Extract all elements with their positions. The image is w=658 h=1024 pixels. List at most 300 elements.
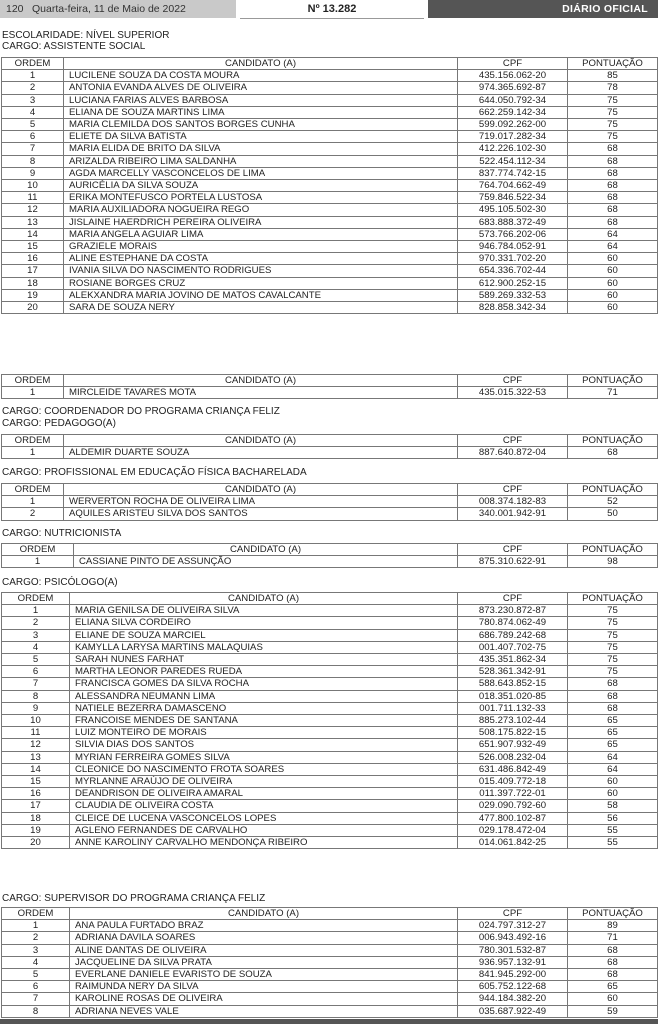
column-header-candidato: CANDIDATO (A) [64,58,458,70]
column-header-ordem: ORDEM [2,435,64,447]
table-row [2,253,658,265]
column-header-pontuacao: PONTUAÇÃO [568,375,658,387]
pontuacao-cell: 64 [568,763,658,775]
cpf-cell: 573.766.202-06 [458,228,568,240]
column-header-ordem: ORDEM [2,593,70,605]
column-header-pontuacao: PONTUAÇÃO [568,908,658,920]
results-table [1,907,658,1018]
candidato-cell: MARIA GENILSA DE OLIVEIRA SILVA [70,605,458,617]
candidato-cell: MIRCLEIDE TAVARES MOTA [64,387,458,399]
pontuacao-cell: 98 [568,556,658,568]
candidato-cell: ELIANA SILVA CORDEIRO [70,617,458,629]
pontuacao-cell: 59 [568,1005,658,1017]
table-row [2,302,658,314]
cpf-cell: 522.454.112-34 [458,155,568,167]
candidato-cell: CASSIANE PINTO DE ASSUNÇÃO [74,556,458,568]
table-row [2,776,658,788]
column-header-pontuacao: PONTUAÇÃO [568,593,658,605]
table-row [2,387,658,399]
ordem-cell: 6 [2,666,70,678]
ordem-cell: 14 [2,763,70,775]
pontuacao-cell: 68 [568,155,658,167]
cpf-cell: 477.800.102-87 [458,812,568,824]
ordem-cell: 13 [2,751,70,763]
table-row [2,617,658,629]
pontuacao-cell: 60 [568,289,658,301]
cpf-cell: 780.301.532-87 [458,944,568,956]
column-header-candidato: CANDIDATO (A) [74,544,458,556]
results-table [1,483,658,521]
cpf-cell: 946.784.052-91 [458,241,568,253]
cargo-title: CARGO: PEDAGOGO(A) [2,418,116,429]
ordem-cell: 7 [2,143,64,155]
column-header-cpf: CPF [458,484,568,496]
pontuacao-cell: 75 [568,605,658,617]
pontuacao-cell: 85 [568,70,658,82]
cargo-title: CARGO: NUTRICIONISTA [2,528,122,539]
pontuacao-cell: 68 [568,204,658,216]
cpf-cell: 029.090.792-60 [458,800,568,812]
ordem-cell: 2 [2,932,70,944]
candidato-cell: MARIA CLEMILDA DOS SANTOS BORGES CUNHA [64,119,458,131]
ordem-cell: 20 [2,302,64,314]
pontuacao-cell: 60 [568,302,658,314]
column-header-ordem: ORDEM [2,484,64,496]
table-row [2,241,658,253]
table-row [2,629,658,641]
table-row [2,204,658,216]
ordem-cell: 10 [2,715,70,727]
ordem-cell: 2 [2,508,64,520]
cpf-cell: 495.105.502-30 [458,204,568,216]
ordem-cell: 9 [2,702,70,714]
cpf-cell: 944.184.382-20 [458,993,568,1005]
candidato-cell: CLEONICE DO NASCIMENTO FROTA SOARES [70,763,458,775]
cpf-cell: 008.374.182-83 [458,496,568,508]
ordem-cell: 11 [2,192,64,204]
column-header-pontuacao: PONTUAÇÃO [568,58,658,70]
pontuacao-cell: 75 [568,94,658,106]
candidato-cell: CLAUDIA DE OLIVEIRA COSTA [70,800,458,812]
ordem-cell: 1 [2,920,70,932]
table-row [2,800,658,812]
candidato-cell: ELIANE DE SOUZA MARCIEL [70,629,458,641]
ordem-cell: 7 [2,678,70,690]
ordem-cell: 12 [2,204,64,216]
ordem-cell: 5 [2,119,64,131]
cargo-title: CARGO: ASSISTENTE SOCIAL [2,41,146,52]
ordem-cell: 16 [2,788,70,800]
table-row [2,932,658,944]
pontuacao-cell: 71 [568,387,658,399]
publication-band [428,0,658,18]
cpf-cell: 029.178.472-04 [458,824,568,836]
candidato-cell: GRAZIELE MORAIS [64,241,458,253]
ordem-cell: 5 [2,969,70,981]
schooling-level: ESCOLARIDADE: NÍVEL SUPERIOR [2,30,170,41]
candidato-cell: ANA PAULA FURTADO BRAZ [70,920,458,932]
pontuacao-cell: 75 [568,629,658,641]
column-header-cpf: CPF [458,593,568,605]
candidato-cell: NATIELE BEZERRA DAMASCENO [70,702,458,714]
table-row [2,265,658,277]
cpf-cell: 340.001.942-91 [458,508,568,520]
ordem-cell: 3 [2,94,64,106]
cargo-title: CARGO: PSICÓLOGO(A) [2,577,118,588]
table-row [2,1005,658,1017]
cpf-cell: 011.397.722-01 [458,788,568,800]
candidato-cell: JISLAINE HAERDRICH PEREIRA OLIVEIRA [64,216,458,228]
candidato-cell: SILVIA DIAS DOS SANTOS [70,739,458,751]
table-row [2,944,658,956]
table-row [2,981,658,993]
candidato-cell: SARAH NUNES FARHAT [70,654,458,666]
table-row [2,763,658,775]
candidato-cell: MARIA ANGELA AGUIAR LIMA [64,228,458,240]
candidato-cell: MARIA AUXILIADORA NOGUEIRA REGO [64,204,458,216]
candidato-cell: ARIZALDA RIBEIRO LIMA SALDANHA [64,155,458,167]
cpf-cell: 662.259.142-34 [458,106,568,118]
table-row [2,70,658,82]
cpf-cell: 528.361.342-91 [458,666,568,678]
ordem-cell: 4 [2,956,70,968]
ordem-cell: 5 [2,654,70,666]
page-number: 120 [6,3,24,15]
ordem-cell: 1 [2,605,70,617]
pontuacao-cell: 60 [568,265,658,277]
ordem-cell: 20 [2,837,70,849]
table-row [2,119,658,131]
ordem-cell: 8 [2,690,70,702]
cpf-cell: 683.888.372-49 [458,216,568,228]
pontuacao-cell: 64 [568,751,658,763]
table-row [2,180,658,192]
ordem-cell: 10 [2,180,64,192]
table-row [2,993,658,1005]
cpf-cell: 654.336.702-44 [458,265,568,277]
candidato-cell: ERIKA MONTEFUSCO PORTELA LUSTOSA [64,192,458,204]
ordem-cell: 1 [2,496,64,508]
candidato-cell: IVANIA SILVA DO NASCIMENTO RODRIGUES [64,265,458,277]
table-row [2,82,658,94]
candidato-cell: ELIETE DA SILVA BATISTA [64,131,458,143]
candidato-cell: MARIA ELIDA DE BRITO DA SILVA [64,143,458,155]
results-table [1,374,658,399]
candidato-cell: AGLENO FERNANDES DE CARVALHO [70,824,458,836]
table-row [2,678,658,690]
table-header-row [2,484,658,496]
table-row [2,969,658,981]
column-header-cpf: CPF [458,58,568,70]
column-header-cpf: CPF [458,375,568,387]
table-row [2,131,658,143]
pontuacao-cell: 68 [568,956,658,968]
column-header-candidato: CANDIDATO (A) [70,593,458,605]
table-row [2,920,658,932]
ordem-cell: 15 [2,776,70,788]
ordem-cell: 14 [2,228,64,240]
ordem-cell: 2 [2,617,70,629]
cpf-cell: 435.015.322-53 [458,387,568,399]
ordem-cell: 4 [2,641,70,653]
cpf-cell: 024.797.312-27 [458,920,568,932]
edition-number-box [240,0,424,19]
candidato-cell: JACQUELINE DA SILVA PRATA [70,956,458,968]
pontuacao-cell: 58 [568,800,658,812]
pontuacao-cell: 50 [568,508,658,520]
table-row [2,956,658,968]
pontuacao-cell: 75 [568,617,658,629]
table-header-row [2,375,658,387]
cpf-cell: 759.846.522-34 [458,192,568,204]
column-header-pontuacao: PONTUAÇÃO [568,435,658,447]
ordem-cell: 19 [2,289,64,301]
pontuacao-cell: 75 [568,666,658,678]
pontuacao-cell: 68 [568,216,658,228]
cpf-cell: 589.269.332-53 [458,289,568,301]
table-row [2,690,658,702]
ordem-cell: 18 [2,277,64,289]
ordem-cell: 7 [2,993,70,1005]
ordem-cell: 1 [2,70,64,82]
candidato-cell: LUCILENE SOUZA DA COSTA MOURA [64,70,458,82]
cpf-cell: 970.331.702-20 [458,253,568,265]
pontuacao-cell: 68 [568,167,658,179]
table-row [2,496,658,508]
ordem-cell: 2 [2,82,64,94]
table-header-row [2,908,658,920]
table-row [2,751,658,763]
table-row [2,94,658,106]
pontuacao-cell: 68 [568,944,658,956]
cpf-cell: 018.351.020-85 [458,690,568,702]
cpf-cell: 644.050.792-34 [458,94,568,106]
table-row [2,715,658,727]
table-row [2,228,658,240]
table-row [2,556,658,568]
ordem-cell: 12 [2,739,70,751]
cpf-cell: 526.008.232-04 [458,751,568,763]
pontuacao-cell: 68 [568,678,658,690]
table-row [2,167,658,179]
pontuacao-cell: 52 [568,496,658,508]
candidato-cell: WERVERTON ROCHA DE OLIVEIRA LIMA [64,496,458,508]
table-row [2,739,658,751]
table-header-row [2,58,658,70]
pontuacao-cell: 68 [568,180,658,192]
ordem-cell: 1 [2,387,64,399]
ordem-cell: 3 [2,629,70,641]
column-header-pontuacao: PONTUAÇÃO [568,484,658,496]
column-header-cpf: CPF [458,435,568,447]
cpf-cell: 631.486.842-49 [458,763,568,775]
publication-date: Quarta-feira, 11 de Maio de 2022 [32,3,186,15]
results-table [1,543,658,568]
candidato-cell: ALDEMIR DUARTE SOUZA [64,447,458,459]
pontuacao-cell: 60 [568,277,658,289]
candidato-cell: ALINE ESTEPHANE DA COSTA [64,253,458,265]
pontuacao-cell: 56 [568,812,658,824]
table-row [2,641,658,653]
candidato-cell: KAMYLLA LARYSA MARTINS MALAQUIAS [70,641,458,653]
table-row [2,824,658,836]
candidato-cell: LUCIANA FARIAS ALVES BARBOSA [64,94,458,106]
table-row [2,654,658,666]
candidato-cell: ADRIANA NEVES VALE [70,1005,458,1017]
table-row [2,812,658,824]
ordem-cell: 9 [2,167,64,179]
column-header-ordem: ORDEM [2,908,70,920]
cpf-cell: 435.351.862-34 [458,654,568,666]
candidato-cell: ALINE DANTAS DE OLIVEIRA [70,944,458,956]
table-row [2,508,658,520]
cargo-title: CARGO: SUPERVISOR DO PROGRAMA CRIANÇA FELIZ [2,893,266,904]
pontuacao-cell: 68 [568,192,658,204]
cpf-cell: 508.175.822-15 [458,727,568,739]
candidato-cell: ALEKXANDRA MARIA JOVINO DE MATOS CAVALCANTE [64,289,458,301]
pontuacao-cell: 68 [568,143,658,155]
table-header-row [2,593,658,605]
column-header-pontuacao: PONTUAÇÃO [568,544,658,556]
pontuacao-cell: 55 [568,824,658,836]
table-row [2,727,658,739]
pontuacao-cell: 64 [568,228,658,240]
cpf-cell: 651.907.932-49 [458,739,568,751]
candidato-cell: ANNE KAROLINY CARVALHO MENDONÇA RIBEIRO [70,837,458,849]
candidato-cell: RAIMUNDA NERY DA SILVA [70,981,458,993]
ordem-cell: 15 [2,241,64,253]
page-footer-rule [0,1019,658,1024]
table-row [2,106,658,118]
pontuacao-cell: 68 [568,690,658,702]
candidato-cell: ALESSANDRA NEUMANN LIMA [70,690,458,702]
pontuacao-cell: 60 [568,993,658,1005]
cpf-cell: 875.310.622-91 [458,556,568,568]
cpf-cell: 588.643.852-15 [458,678,568,690]
cpf-cell: 887.640.872-04 [458,447,568,459]
cpf-cell: 764.704.662-49 [458,180,568,192]
candidato-cell: MYRIAN FERREIRA GOMES SILVA [70,751,458,763]
cpf-cell: 936.957.132-91 [458,956,568,968]
ordem-cell: 17 [2,265,64,277]
pontuacao-cell: 60 [568,253,658,265]
table-header-row [2,544,658,556]
candidato-cell: ANTONIA EVANDA ALVES DE OLIVEIRA [64,82,458,94]
table-header-row [2,435,658,447]
table-row [2,837,658,849]
header-left-band [0,0,236,18]
ordem-cell: 13 [2,216,64,228]
table-row [2,277,658,289]
pontuacao-cell: 75 [568,131,658,143]
pontuacao-cell: 68 [568,969,658,981]
table-row [2,155,658,167]
cpf-cell: 001.711.132-33 [458,702,568,714]
column-header-cpf: CPF [458,908,568,920]
ordem-cell: 19 [2,824,70,836]
column-header-ordem: ORDEM [2,544,74,556]
pontuacao-cell: 68 [568,447,658,459]
table-row [2,702,658,714]
candidato-cell: ELIANA DE SOUZA MARTINS LIMA [64,106,458,118]
candidato-cell: LUIZ MONTEIRO DE MORAIS [70,727,458,739]
column-header-candidato: CANDIDATO (A) [70,908,458,920]
ordem-cell: 16 [2,253,64,265]
pontuacao-cell: 68 [568,702,658,714]
results-table [1,57,658,314]
pontuacao-cell: 65 [568,727,658,739]
results-table [1,434,658,459]
cpf-cell: 841.945.292-00 [458,969,568,981]
table-row [2,192,658,204]
pontuacao-cell: 78 [568,82,658,94]
ordem-cell: 18 [2,812,70,824]
pontuacao-cell: 55 [568,837,658,849]
pontuacao-cell: 65 [568,715,658,727]
candidato-cell: ADRIANA DAVILA SOARES [70,932,458,944]
table-row [2,216,658,228]
results-table [1,592,658,849]
column-header-candidato: CANDIDATO (A) [64,435,458,447]
candidato-cell: CLEICE DE LUCENA VASCONCELOS LOPES [70,812,458,824]
table-row [2,447,658,459]
cpf-cell: 885.273.102-44 [458,715,568,727]
table-row [2,143,658,155]
cpf-cell: 612.900.252-15 [458,277,568,289]
candidato-cell: MARTHA LEONOR PAREDES RUEDA [70,666,458,678]
pontuacao-cell: 75 [568,106,658,118]
cpf-cell: 412.226.102-30 [458,143,568,155]
table-row [2,788,658,800]
ordem-cell: 6 [2,131,64,143]
cpf-cell: 435.156.062-20 [458,70,568,82]
cpf-cell: 599.092.262-00 [458,119,568,131]
table-row [2,289,658,301]
column-header-candidato: CANDIDATO (A) [64,484,458,496]
cpf-cell: 686.789.242-68 [458,629,568,641]
ordem-cell: 3 [2,944,70,956]
page-header [0,0,658,18]
ordem-cell: 1 [2,556,74,568]
cargo-title: CARGO: PROFISSIONAL EM EDUCAÇÃO FÍSICA BACHARELADA [2,467,307,478]
cpf-cell: 974.365.692-87 [458,82,568,94]
pontuacao-cell: 71 [568,932,658,944]
ordem-cell: 8 [2,155,64,167]
ordem-cell: 6 [2,981,70,993]
cpf-cell: 873.230.872-87 [458,605,568,617]
pontuacao-cell: 89 [568,920,658,932]
candidato-cell: MYRLANNE ARAÚJO DE OLIVEIRA [70,776,458,788]
cpf-cell: 828.858.342-34 [458,302,568,314]
pontuacao-cell: 64 [568,241,658,253]
ordem-cell: 11 [2,727,70,739]
pontuacao-cell: 75 [568,641,658,653]
candidato-cell: FRANCISCA GOMES DA SILVA ROCHA [70,678,458,690]
column-header-candidato: CANDIDATO (A) [64,375,458,387]
table-row [2,666,658,678]
candidato-cell: AQUILES ARISTEU SILVA DOS SANTOS [64,508,458,520]
candidato-cell: KAROLINE ROSAS DE OLIVEIRA [70,993,458,1005]
cpf-cell: 014.061.842-25 [458,837,568,849]
cpf-cell: 605.752.122-68 [458,981,568,993]
candidato-cell: DEANDRISON DE OLIVEIRA AMARAL [70,788,458,800]
cpf-cell: 001.407.702-75 [458,641,568,653]
pontuacao-cell: 65 [568,981,658,993]
column-header-ordem: ORDEM [2,375,64,387]
pontuacao-cell: 60 [568,776,658,788]
pontuacao-cell: 60 [568,788,658,800]
ordem-cell: 8 [2,1005,70,1017]
